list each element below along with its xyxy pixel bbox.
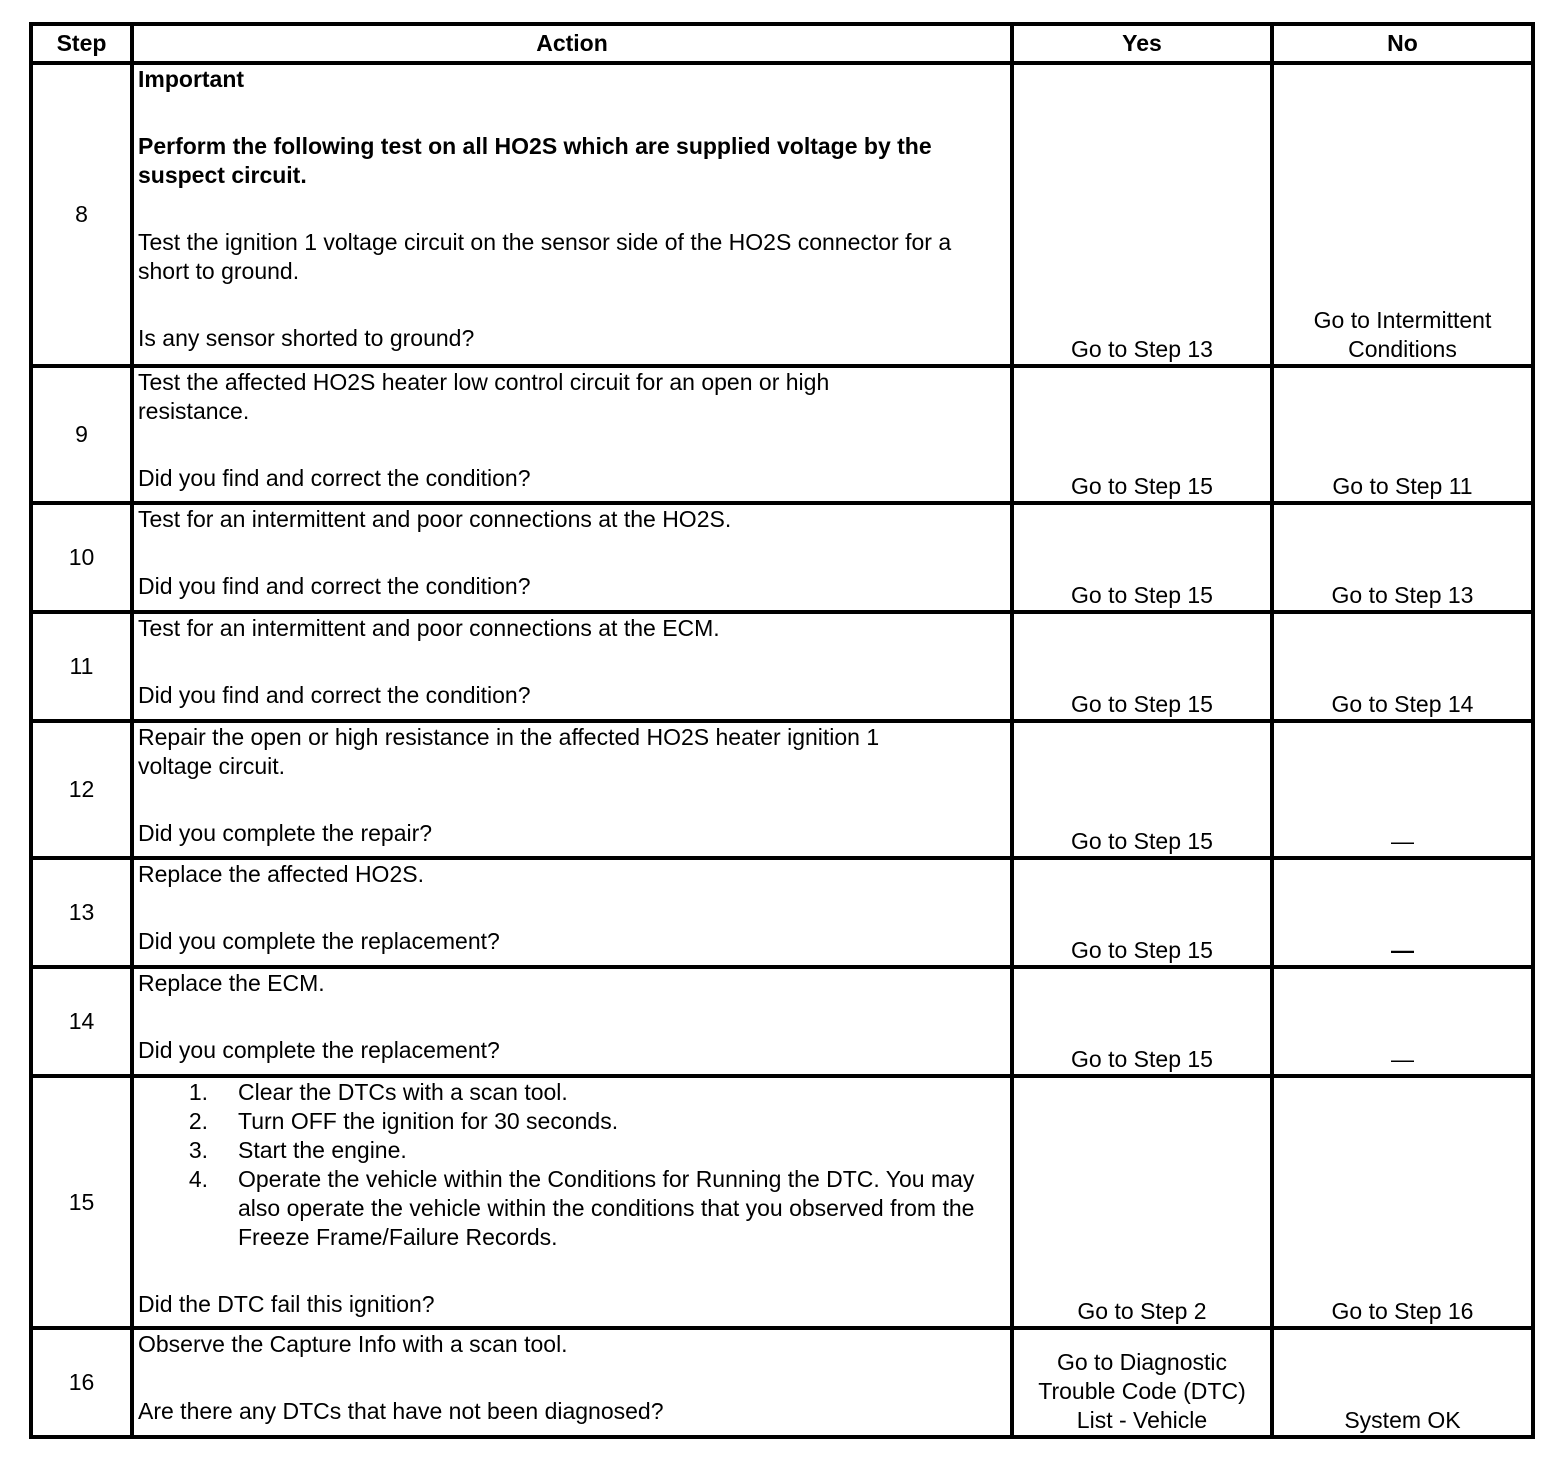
yes-cell: Go to Step 2	[1012, 1076, 1272, 1328]
action-question: Did the DTC fail this ignition?	[138, 1291, 435, 1317]
header-action: Action	[132, 24, 1012, 63]
no-cell: Go to Step 14	[1272, 612, 1533, 721]
action-question: Did you complete the replacement?	[138, 928, 500, 954]
list-item-text: Start the engine.	[238, 1137, 407, 1163]
important-note: Perform the following test on all HO2S which are supplied voltage by the suspect circuit.	[138, 133, 932, 188]
list-item	[138, 1107, 1006, 1136]
no-cell: System OK	[1272, 1328, 1533, 1437]
action-question: Did you complete the repair?	[138, 820, 433, 846]
table-row	[31, 967, 1533, 1076]
action-instruction: Test for an intermittent and poor connections at the ECM.	[138, 615, 720, 641]
action-cell	[132, 63, 1012, 366]
yes-cell: Go to Diagnostic Trouble Code (DTC) List - Vehicle	[1012, 1328, 1272, 1437]
yes-cell: Go to Step 15	[1012, 858, 1272, 967]
important-label: Important	[138, 66, 245, 92]
action-instruction: Test the ignition 1 voltage circuit on the sensor side of the HO2S connector for a short to ground.	[138, 229, 952, 284]
table-row	[31, 63, 1533, 366]
no-cell: Go to Step 11	[1272, 366, 1533, 503]
action-instruction: Repair the open or high resistance in the affected HO2S heater ignition 1 voltage circuit.	[138, 724, 880, 779]
action-cell	[132, 366, 1012, 503]
action-cell	[132, 967, 1012, 1076]
list-item	[138, 1078, 1006, 1107]
table-row	[31, 1328, 1533, 1437]
yes-cell: Go to Step 13	[1012, 63, 1272, 366]
no-cell: Go to Intermittent Conditions	[1272, 63, 1533, 366]
header-row	[31, 24, 1533, 63]
action-cell	[132, 1076, 1012, 1328]
action-instruction: Test the affected HO2S heater low control circuit for an open or high resistance.	[138, 369, 830, 424]
step-number: 13	[31, 858, 132, 967]
header-yes: Yes	[1012, 24, 1272, 63]
action-cell	[132, 721, 1012, 858]
action-cell	[132, 503, 1012, 612]
yes-cell: Go to Step 15	[1012, 503, 1272, 612]
list-item-number: 1.	[188, 1079, 208, 1105]
yes-cell: Go to Step 15	[1012, 366, 1272, 503]
action-cell	[132, 1328, 1012, 1437]
step-number: 9	[31, 366, 132, 503]
no-cell: —	[1272, 967, 1533, 1076]
list-item-text: Operate the vehicle within the Conditions for Running the DTC. You may also operate the vehicle within the conditions that you observed from the Freeze Frame/Failure Records.	[238, 1166, 975, 1250]
step-number: 15	[31, 1076, 132, 1328]
no-cell: —	[1272, 858, 1533, 967]
action-instruction: Observe the Capture Info with a scan tool.	[138, 1331, 568, 1357]
table-row	[31, 721, 1533, 858]
list-item-number: 2.	[188, 1108, 208, 1134]
header-step: Step	[31, 24, 132, 63]
table-row	[31, 612, 1533, 721]
step-number: 14	[31, 967, 132, 1076]
action-question: Did you find and correct the condition?	[138, 465, 531, 491]
step-number: 12	[31, 721, 132, 858]
table-row	[31, 366, 1533, 503]
list-item-number: 3.	[188, 1137, 208, 1163]
diagnostic-table	[29, 22, 1535, 1439]
action-instruction: Replace the ECM.	[138, 970, 325, 996]
step-number: 11	[31, 612, 132, 721]
list-item	[138, 1165, 1006, 1252]
table-row	[31, 858, 1533, 967]
list-item-text: Turn OFF the ignition for 30 seconds.	[238, 1108, 619, 1134]
yes-cell: Go to Step 15	[1012, 967, 1272, 1076]
step-number: 10	[31, 503, 132, 612]
no-cell: Go to Step 13	[1272, 503, 1533, 612]
table-row	[31, 503, 1533, 612]
action-question: Did you find and correct the condition?	[138, 682, 531, 708]
yes-cell: Go to Step 15	[1012, 721, 1272, 858]
no-cell: Go to Step 16	[1272, 1076, 1533, 1328]
action-question: Did you find and correct the condition?	[138, 573, 531, 599]
action-instruction: Replace the affected HO2S.	[138, 861, 424, 887]
yes-cell: Go to Step 15	[1012, 612, 1272, 721]
list-item-text: Clear the DTCs with a scan tool.	[238, 1079, 568, 1105]
header-no: No	[1272, 24, 1533, 63]
action-question: Is any sensor shorted to ground?	[138, 325, 475, 351]
action-question: Are there any DTCs that have not been diagnosed?	[138, 1398, 664, 1424]
step-number: 16	[31, 1328, 132, 1437]
action-instruction: Test for an intermittent and poor connections at the HO2S.	[138, 506, 732, 532]
step-number: 8	[31, 63, 132, 366]
action-cell	[132, 858, 1012, 967]
list-item-number: 4.	[188, 1166, 208, 1192]
action-question: Did you complete the replacement?	[138, 1037, 500, 1063]
table-row	[31, 1076, 1533, 1328]
action-cell	[132, 612, 1012, 721]
list-item	[138, 1136, 1006, 1165]
no-cell: —	[1272, 721, 1533, 858]
procedure-list	[138, 1078, 1006, 1252]
